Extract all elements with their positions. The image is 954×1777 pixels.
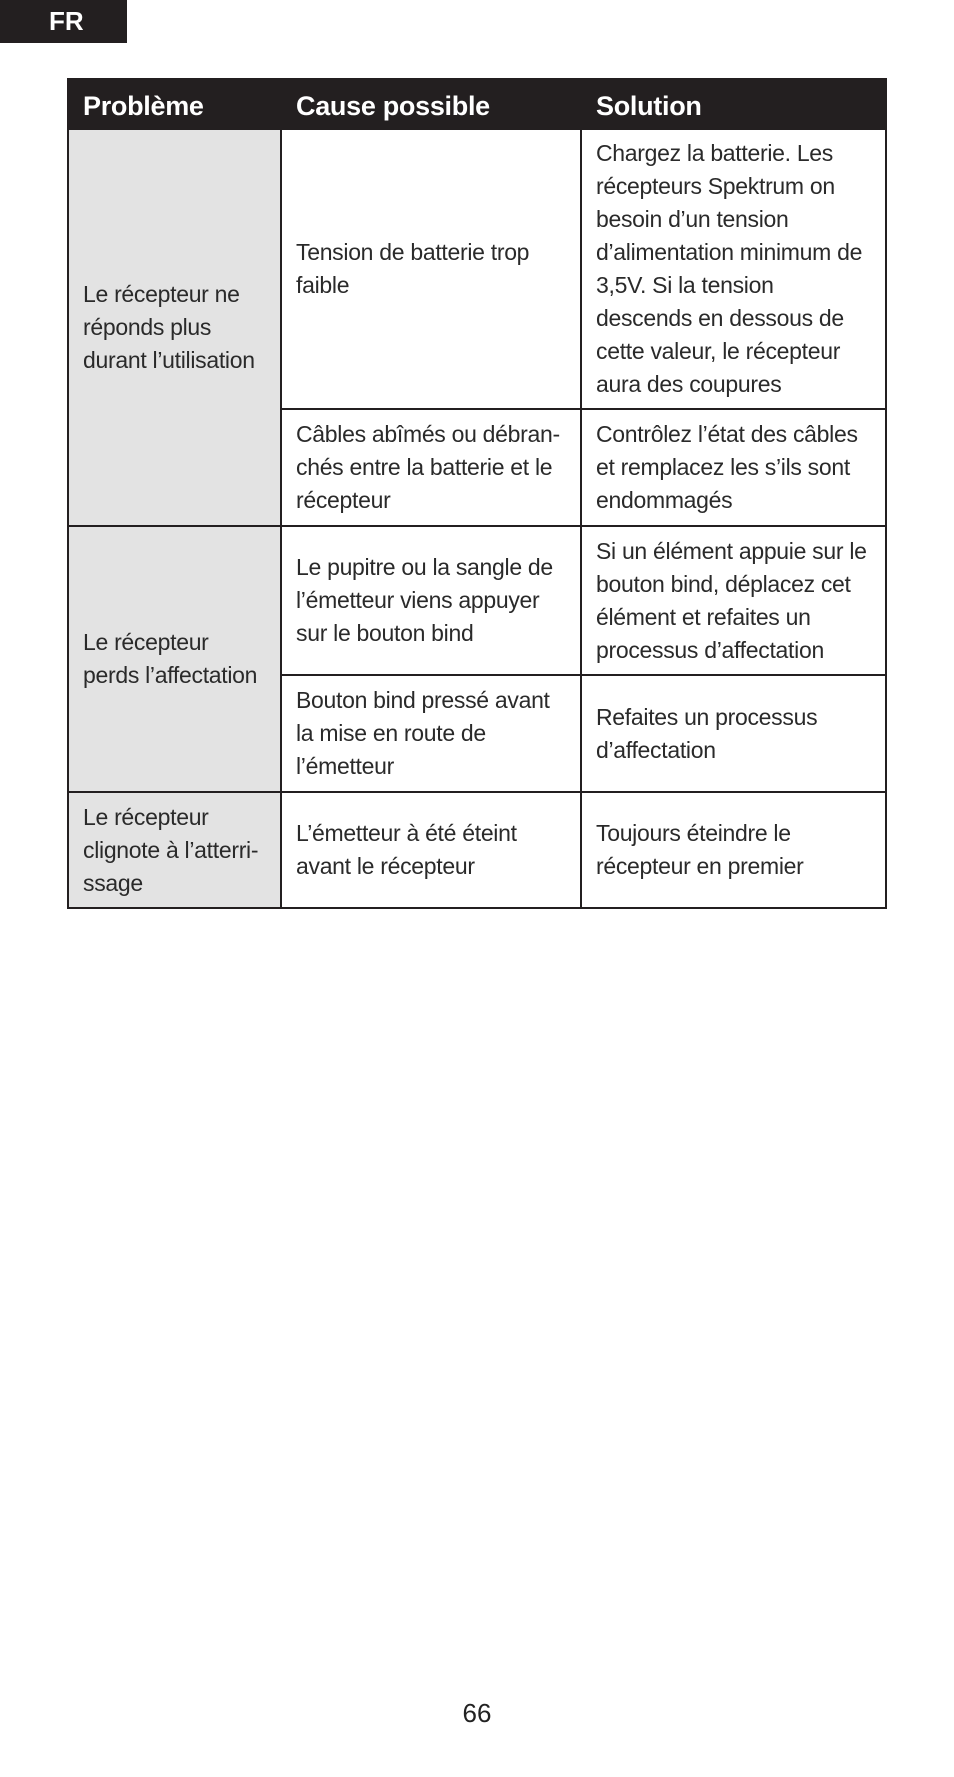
cause-cell: Le pupitre ou la sangle de l’émetteur viens appuyer sur le bouton bind xyxy=(281,526,581,675)
solution-cell: Chargez la batterie. Les récepteurs Spektrum on besoin d’un tension d’alimentation minimum de 3,5V. Si la tension descends en dessous de cette valeur, le récepteur aura des coupures xyxy=(581,129,886,409)
table-row xyxy=(68,792,886,908)
table-header-row xyxy=(68,79,886,129)
cause-cell: Câbles abîmés ou débran-chés entre la batterie et le récepteur xyxy=(281,409,581,526)
problem-cell: Le récepteur ne réponds plus durant l’utilisation xyxy=(68,129,281,526)
cause-cell: Tension de batterie trop faible xyxy=(281,129,581,409)
solution-cell: Si un élément appuie sur le bouton bind, déplacez cet élément et refaites un processus d’affectation xyxy=(581,526,886,675)
solution-cell: Contrôlez l’état des câbles et remplacez les s’ils sont endommagés xyxy=(581,409,886,526)
header-cause: Cause possible xyxy=(281,79,581,129)
troubleshooting-table xyxy=(67,78,887,909)
header-solution: Solution xyxy=(581,79,886,129)
cause-cell: Bouton bind pressé avant la mise en route de l’émetteur xyxy=(281,675,581,792)
language-tab: FR xyxy=(0,0,127,43)
solution-cell: Toujours éteindre le récepteur en premier xyxy=(581,792,886,908)
problem-cell: Le récepteur perds l’affectation xyxy=(68,526,281,792)
page-number: 66 xyxy=(462,1698,492,1728)
problem-cell: Le récepteur clignote à l’atterri-ssage xyxy=(68,792,281,908)
table-row xyxy=(68,526,886,675)
table-row xyxy=(68,129,886,409)
header-problem: Problème xyxy=(68,79,281,129)
solution-cell: Refaites un processus d’affectation xyxy=(581,675,886,792)
cause-cell: L’émetteur à été éteint avant le récepteur xyxy=(281,792,581,908)
